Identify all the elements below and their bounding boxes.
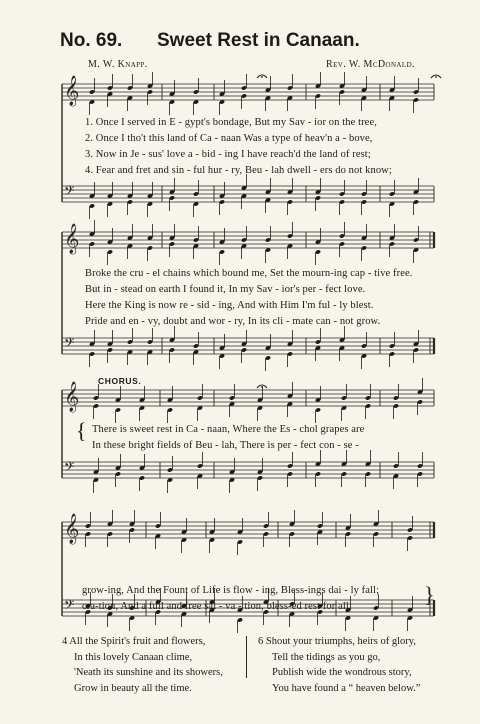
verse-4-line-a: 4. Fear and fret and sin - ful hur - ry, Beu - lah dwell - ers do not know; (85, 165, 392, 176)
stanza-left-line: 'Neath its sunshine and its showers, (74, 667, 223, 678)
verse-2-line-a: 2. Once I tho't this land of Ca - naan Was a type of heav'n a - bove, (85, 133, 373, 144)
hymn-number: No. 69. (60, 30, 123, 51)
verse-1-line-b: Broke the cru - el chains which bound me, Set the mourn-ing cap - tive free. (85, 268, 413, 279)
treble-clef-icon: 𝄞 (64, 514, 80, 544)
stanza-right-line: Publish wide the wondrous story, (272, 667, 412, 678)
bass-clef-icon: 𝄢 (64, 335, 75, 354)
chorus-line-b2: cra-tion, And a full and free sal - va - tion, bless-ed rest for all. (82, 601, 352, 612)
composer-credit: Rev. W. McDonald. (326, 59, 415, 70)
stanza-divider (246, 636, 247, 678)
chorus-line-a1: There is sweet rest in Ca - naan, Where the Es - chol grapes are (92, 424, 365, 435)
fermata-dot (261, 76, 263, 78)
stanza-right-line: Tell the tidings as you go, (272, 651, 381, 663)
lyricist-credit: M. W. Knapp. (88, 59, 148, 70)
stanza-right (258, 634, 420, 696)
bass-clef-icon: 𝄢 (64, 597, 75, 616)
stanza-left-line: In this lovely Canaan clime, (74, 651, 193, 663)
stanza-left-line: Grow in beauty all the time. (74, 682, 192, 694)
treble-clef-icon: 𝄞 (64, 76, 80, 106)
treble-clef-icon: 𝄞 (64, 224, 80, 254)
stanza-right-line: 6 Shout your triumphs, heirs of glory, (258, 636, 416, 647)
verse-4-line-b: Pride and en - vy, doubt and wor - ry, In its cli - mate can - not grow. (85, 316, 381, 327)
chorus-line-a2: In these bright fields of Beu - lah, There is per - fect con - se - (92, 440, 359, 451)
stanza-left (62, 634, 223, 696)
verse-2-line-b: But in - stead on earth I found it, In my Sav - ior's per - fect love. (85, 284, 366, 295)
chorus-brace-right: } (424, 582, 435, 607)
bass-clef-icon: 𝄢 (64, 183, 75, 202)
treble-clef-icon: 𝄞 (64, 382, 80, 412)
chorus-line-b1: grow-ing, And the Fount of Life is flow - ing, Bless-ings dai - ly fall; (82, 585, 380, 596)
bass-clef-icon: 𝄢 (64, 459, 75, 478)
chorus-label: CHORUS. (98, 376, 142, 386)
verse-3-line-b: Here the King is now re - sid - ing, And with Him I'm ful - ly blest. (85, 300, 374, 311)
verse-3-line-a: 3. Now in Je - sus' love a - bid - ing I have reach'd the land of rest; (85, 149, 371, 160)
fermata-dot (261, 386, 263, 388)
verse-1-line-a: 1. Once I served in E - gypt's bondage, But my Sav - ior on the tree, (85, 117, 377, 128)
fermata-dot (435, 76, 437, 78)
stanza-left-line: 4 All the Spirit's fruit and flowers, (62, 636, 206, 647)
chorus-brace-left: { (76, 418, 87, 443)
stanza-right-line: You have found a “ heaven below.” (272, 682, 421, 694)
hymn-title: Sweet Rest in Canaan. (157, 30, 360, 51)
